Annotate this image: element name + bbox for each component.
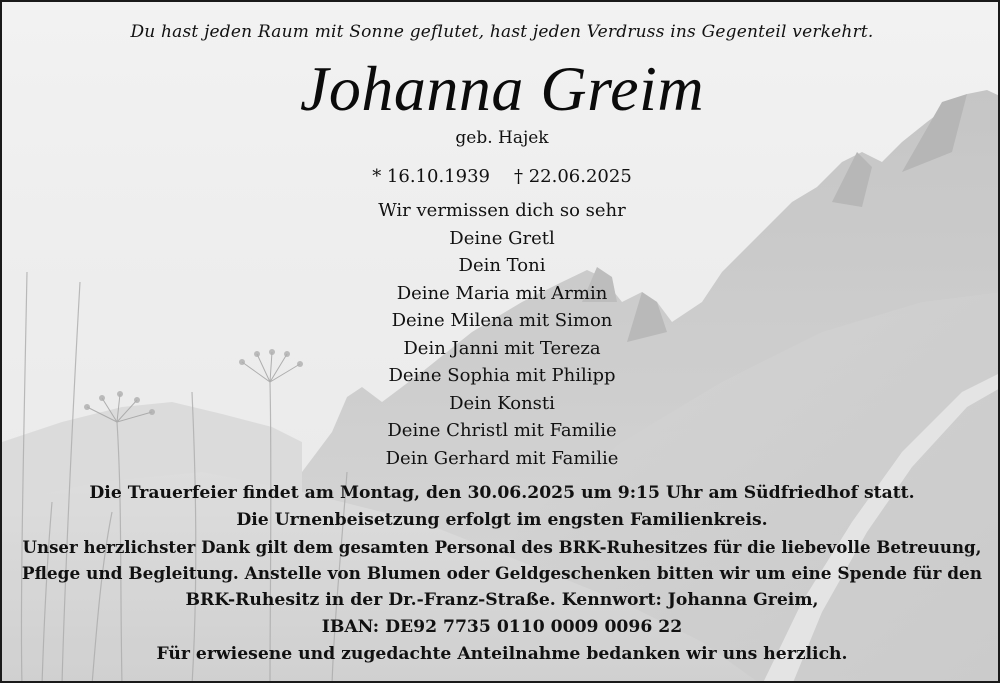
deceased-name: Johanna Greim xyxy=(299,53,705,124)
mourner-line: Dein Toni xyxy=(458,255,546,276)
funeral-information xyxy=(2,480,1000,668)
info-line: Die Trauerfeier findet am Montag, den 30.06.2025 um 9:15 Uhr am Südfriedhof statt. xyxy=(89,483,915,503)
mourner-line: Dein Janni mit Tereza xyxy=(403,337,601,359)
motto: Du hast jeden Raum mit Sonne geflutet, hast jeden Verdruss ins Gegenteil verkehrt. xyxy=(130,22,874,42)
life-dates xyxy=(2,166,1000,187)
mourner-line: Dein Gerhard mit Familie xyxy=(385,447,619,469)
mourner-line: Dein Konsti xyxy=(449,392,555,414)
info-line: IBAN: DE92 7735 0110 0009 0096 22 xyxy=(321,616,683,637)
info-line: Die Urnenbeisetzung erfolgt im engsten Familienkreis. xyxy=(236,509,768,530)
mourner-line: Wir vermissen dich so sehr xyxy=(378,200,626,221)
death-date: † 22.06.2025 xyxy=(514,166,632,187)
info-line: Für erwiesene und zugedachte Anteilnahme bedanken wir uns herzlich. xyxy=(156,643,848,664)
mourner-line: Deine Milena mit Simon xyxy=(391,310,613,331)
info-line: Pflege und Begleitung. Anstelle von Blumen oder Geldgeschenken bitten wir um eine Spende für den xyxy=(21,563,983,584)
mourners-list xyxy=(2,197,1000,472)
mourner-line: Deine Christl mit Familie xyxy=(387,420,617,441)
mourner-line: Deine Maria mit Armin xyxy=(396,282,608,304)
mourner-line: Deine Sophia mit Philipp xyxy=(388,365,616,386)
maiden-name: geb. Hajek xyxy=(455,128,549,148)
info-line: Unser herzlichster Dank gilt dem gesamten Personal des BRK-Ruhesitzes für die liebevolle Betreuung, xyxy=(22,536,982,557)
mourner-line: Deine Gretl xyxy=(449,227,555,249)
info-line: BRK-Ruhesitz in der Dr.-Franz-Straße. Kennwort: Johanna Greim, xyxy=(185,590,819,611)
birth-date: * 16.10.1939 xyxy=(372,166,490,187)
